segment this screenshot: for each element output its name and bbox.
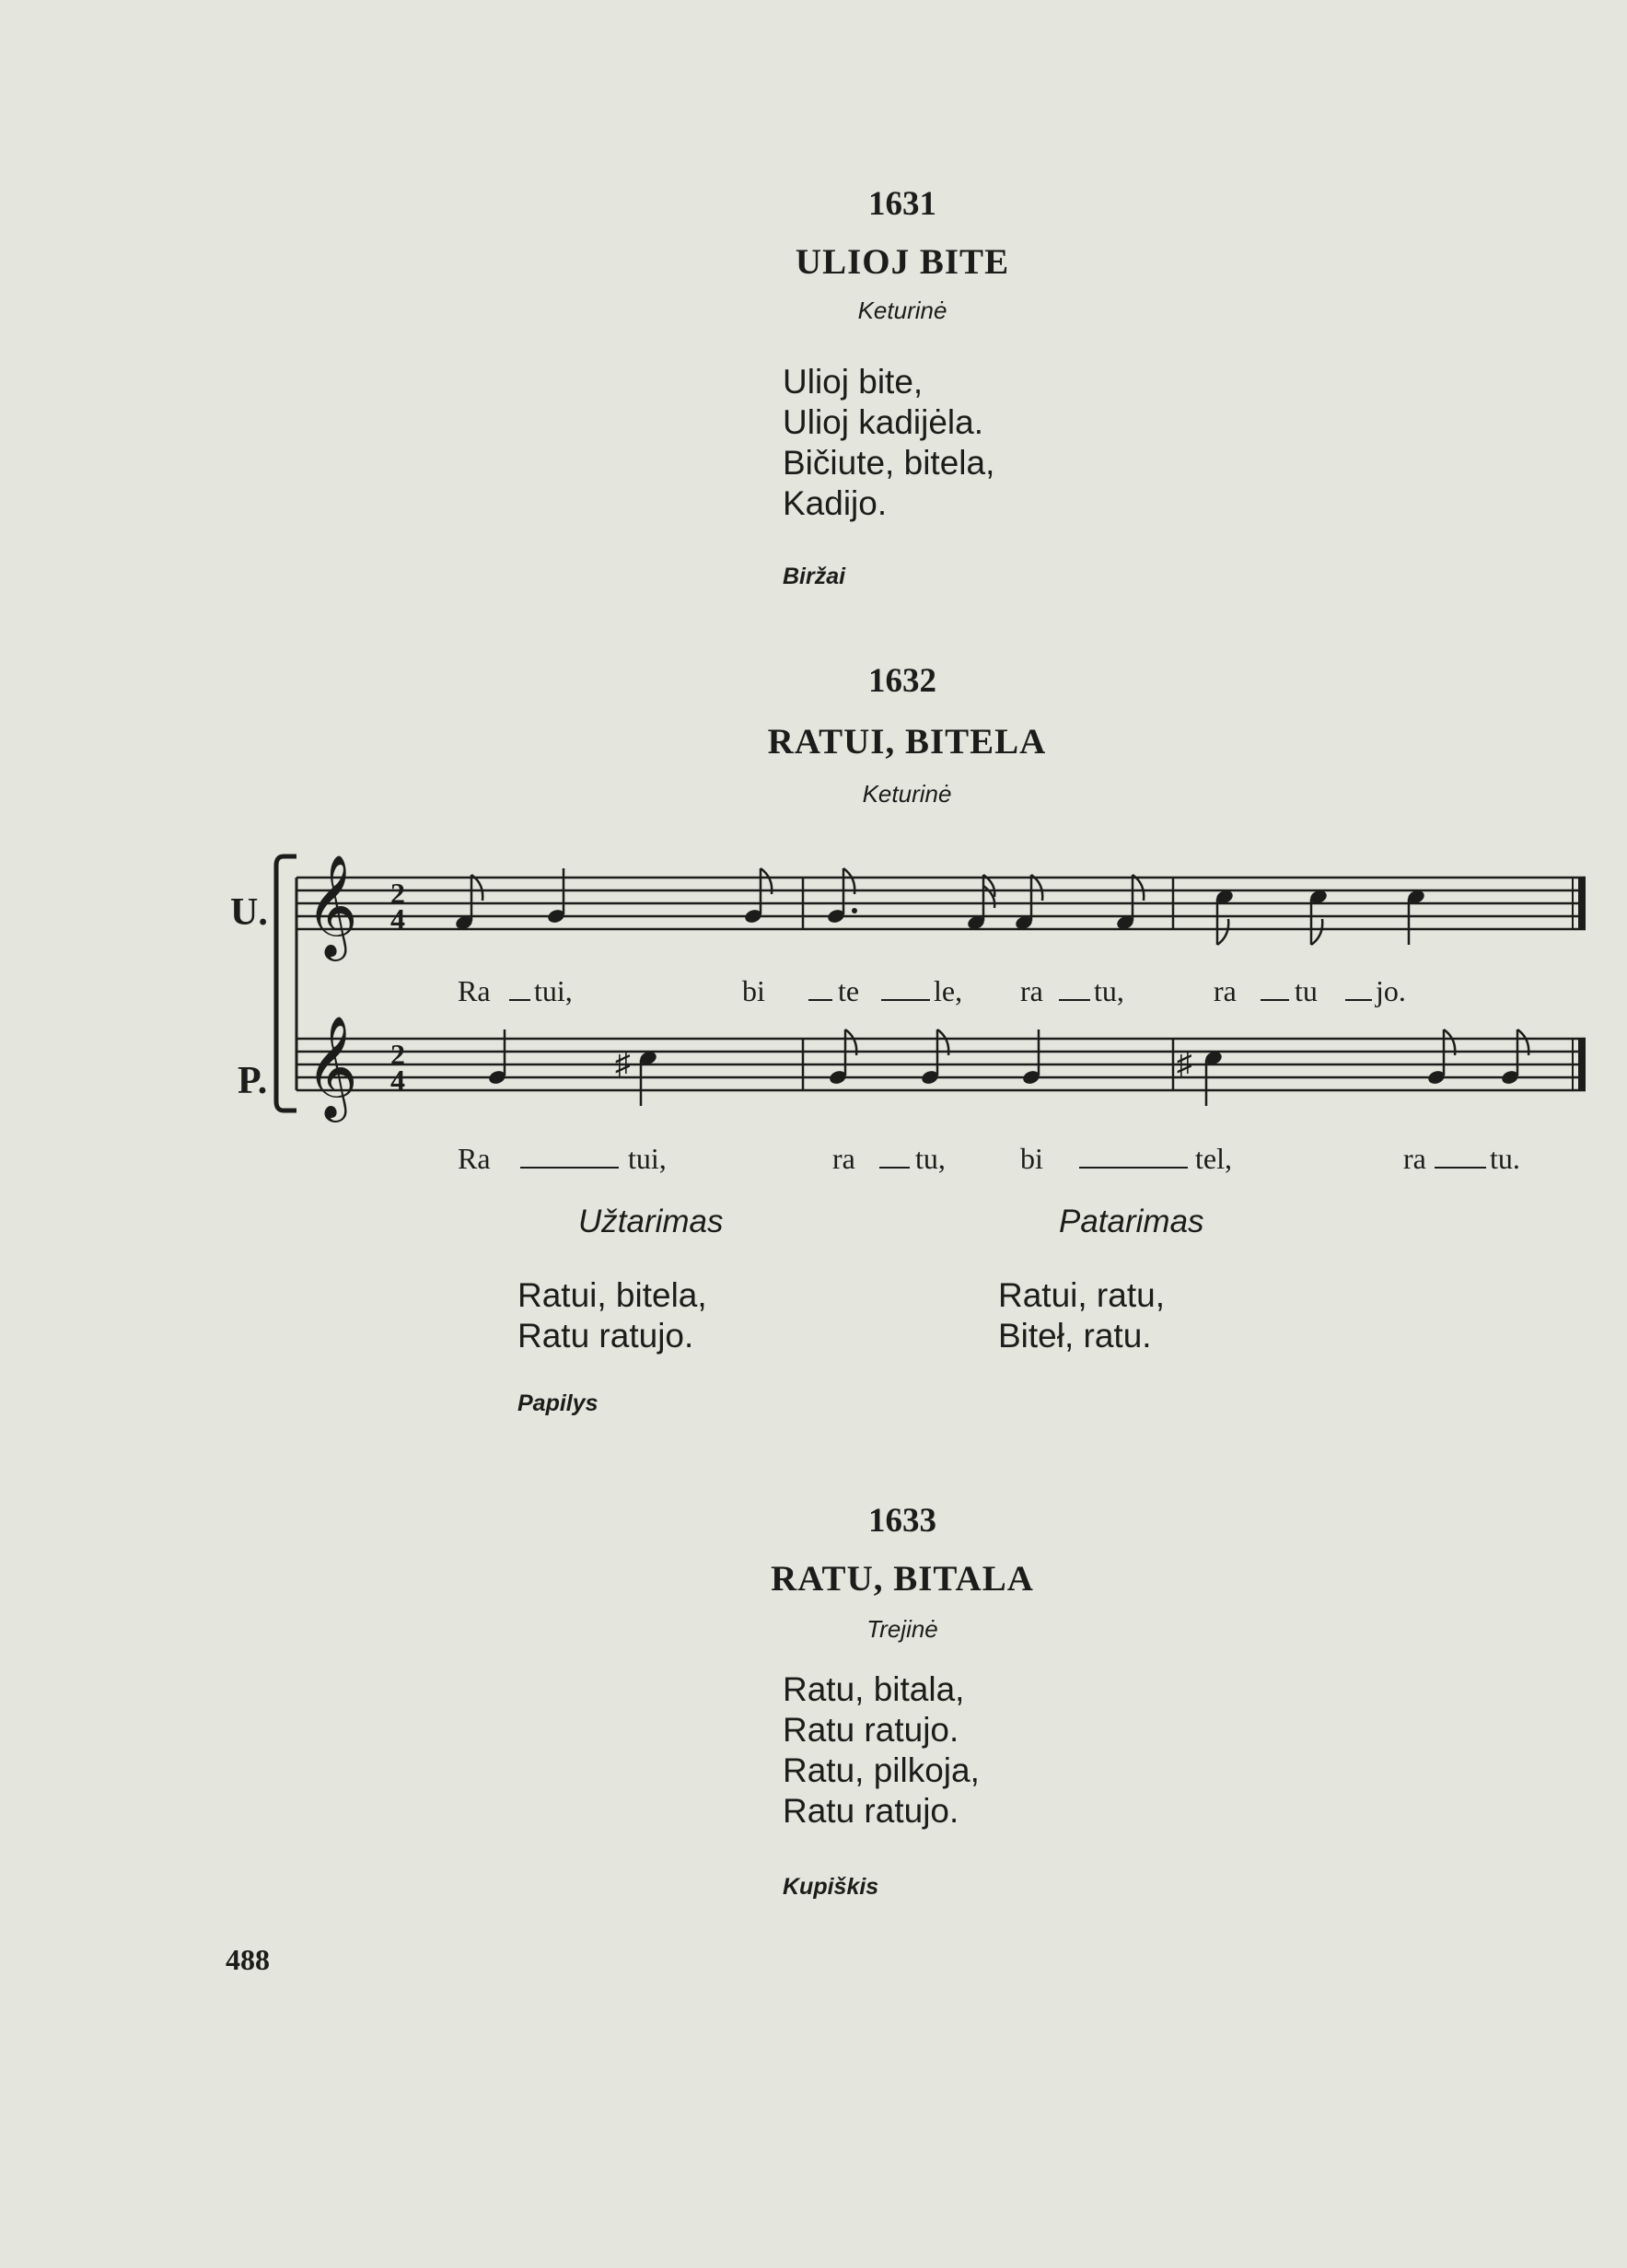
treble-clef-icon: 𝄞 xyxy=(306,1018,358,1116)
lyric-syllable: jo. xyxy=(1376,974,1406,1007)
verse-block xyxy=(783,1669,980,1832)
song-number: 1631 xyxy=(868,185,936,223)
verse-line: Ratui, bitela, xyxy=(517,1276,707,1314)
song-title: RATU, BITALA xyxy=(771,1559,1034,1599)
verse-line: Ratu, bitala, xyxy=(783,1670,965,1708)
time-signature-bottom: 4 xyxy=(390,902,405,936)
lyric-syllable: ra xyxy=(832,1142,855,1175)
lyric-syllable: Ra xyxy=(458,974,491,1007)
time-signature-top: 2 xyxy=(390,877,405,910)
lyric-syllable: ra xyxy=(1214,974,1237,1007)
section-verse xyxy=(517,1275,707,1356)
final-barline xyxy=(1578,878,1586,929)
song-meter: Trejinė xyxy=(866,1615,938,1643)
voice-label-upper: U. xyxy=(230,891,268,934)
time-signature-bottom: 4 xyxy=(390,1064,405,1097)
verse-line: Ratu ratujo. xyxy=(783,1711,959,1749)
sharp-icon: ♯ xyxy=(1177,1047,1192,1081)
lyric-syllable: tu, xyxy=(915,1142,946,1175)
verse-line: Ratu ratujo. xyxy=(783,1792,959,1830)
lyric-syllable: ra xyxy=(1020,974,1043,1007)
lyric-syllable: bi xyxy=(1020,1142,1043,1175)
section-label: Užtarimas xyxy=(578,1204,724,1239)
verse-line: Ratu ratujo. xyxy=(517,1317,694,1355)
verse-line: Ratu, pilkoja, xyxy=(783,1751,980,1789)
verse-line: Ulioj kadijėla. xyxy=(783,403,983,441)
song-place: Kupiškis xyxy=(783,1874,879,1900)
song-place: Papilys xyxy=(517,1390,599,1416)
lyric-syllable: tu, xyxy=(1094,974,1124,1007)
song-place: Biržai xyxy=(783,564,846,589)
song-title: ULIOJ BITE xyxy=(795,242,1010,282)
lyric-syllable: le, xyxy=(934,974,963,1007)
voice-label-lower: P. xyxy=(238,1060,268,1102)
lyric-syllable: bi xyxy=(742,974,765,1007)
song-number: 1632 xyxy=(868,662,936,700)
section-verse xyxy=(998,1275,1165,1356)
page-number: 488 xyxy=(226,1943,270,1976)
final-barline xyxy=(1578,1039,1586,1090)
lyric-syllable: tu. xyxy=(1490,1142,1520,1175)
lyric-syllable: tu xyxy=(1295,974,1318,1007)
lyric-syllable: tel, xyxy=(1195,1142,1232,1175)
verse-line: Ulioj bite, xyxy=(783,363,924,401)
lyric-syllable: te xyxy=(838,974,860,1007)
song-meter: Keturinė xyxy=(862,780,952,808)
song-number: 1633 xyxy=(868,1502,936,1540)
system-bracket xyxy=(276,856,296,1111)
verse-line: Ratui, ratu, xyxy=(998,1276,1165,1314)
verse-line: Bičiute, bitela, xyxy=(783,444,995,482)
lyric-syllable: ra xyxy=(1403,1142,1426,1175)
section-label: Patarimas xyxy=(1059,1204,1204,1239)
lyric-syllable: tui, xyxy=(628,1142,667,1175)
verse-line: Biteł, ratu. xyxy=(998,1317,1152,1355)
treble-clef-icon: 𝄞 xyxy=(306,856,358,955)
lyric-syllable: tui, xyxy=(534,974,573,1007)
sharp-icon: ♯ xyxy=(615,1047,631,1081)
song-title: RATUI, BITELA xyxy=(767,722,1047,762)
lyric-syllable: Ra xyxy=(458,1142,491,1175)
time-signature-top: 2 xyxy=(390,1038,405,1071)
song-meter: Keturinė xyxy=(857,297,947,324)
verse-line: Kadijo. xyxy=(783,484,888,522)
